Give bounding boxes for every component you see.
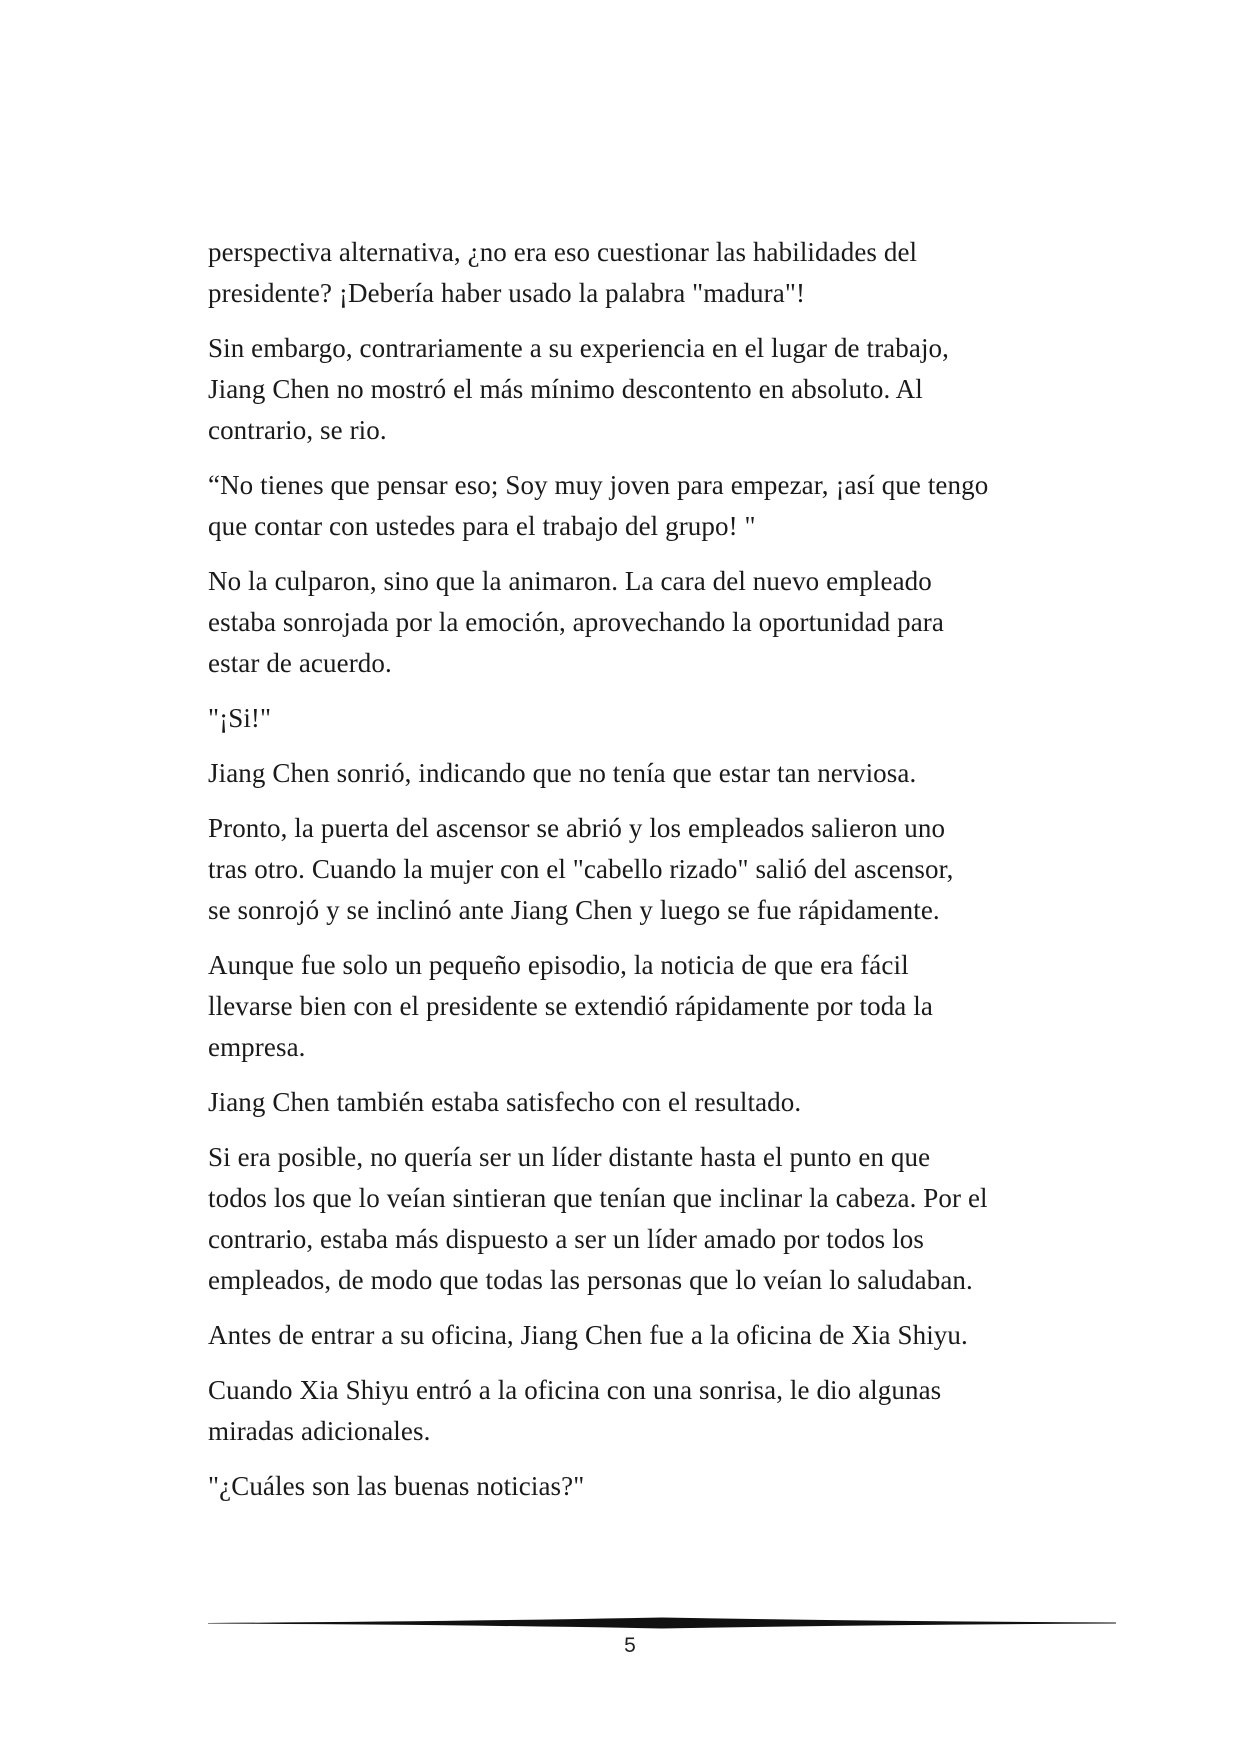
- paragraph-3: “No tienes que pensar eso; Soy muy joven para empezar, ¡así que tengo que contar con ustedes para el trabajo del grupo! ": [208, 470, 989, 541]
- paragraph-7: Pronto, la puerta del ascensor se abrió y los empleados salieron uno tras otro. Cuando la mujer con el "cabello rizado" salió del ascensor, se sonrojó y se inclinó ante Jiang Chen y luego se fue rápidamente.: [208, 813, 954, 925]
- paragraph-6: Jiang Chen sonrió, indicando que no tenía que estar tan nerviosa.: [208, 758, 917, 788]
- paragraph-12: Cuando Xia Shiyu entró a la oficina con una sonrisa, le dio algunas miradas adicionales.: [208, 1375, 942, 1446]
- paragraph-8: Aunque fue solo un pequeño episodio, la noticia de que era fácil llevarse bien con el presidente se extendió rápidamente por toda la empresa.: [208, 950, 933, 1062]
- paragraph-4: No la culparon, sino que la animaron. La cara del nuevo empleado estaba sonrojada por la emoción, aprovechando la oportunidad para estar de acuerdo.: [208, 566, 944, 678]
- page-number: 5: [624, 1634, 636, 1657]
- footer-divider: [208, 1616, 1116, 1630]
- paragraph-2: Sin embargo, contrariamente a su experiencia en el lugar de trabajo, Jiang Chen no mostró el más mínimo descontento en absoluto. Al contrario, se rio.: [208, 333, 949, 445]
- paragraph-11: Antes de entrar a su oficina, Jiang Chen fue a la oficina de Xia Shiyu.: [208, 1320, 968, 1350]
- paragraph-1: perspectiva alternativa, ¿no era eso cuestionar las habilidades del presidente? ¡Debería haber usado la palabra "madura"!: [208, 237, 918, 308]
- paragraph-10: Si era posible, no quería ser un líder distante hasta el punto en que todos los que lo veían sintieran que tenían que inclinar la cabeza. Por el contrario, estaba más dispuesto a ser un líder amado por todos los empleados, de modo que todas las personas que lo veían lo saludaban.: [208, 1142, 988, 1295]
- paragraph-13: "¿Cuáles son las buenas noticias?": [208, 1471, 585, 1501]
- paragraph-5: "¡Si!": [208, 703, 272, 733]
- paragraph-9: Jiang Chen también estaba satisfecho con el resultado.: [208, 1087, 802, 1117]
- page-body: [208, 232, 1088, 1521]
